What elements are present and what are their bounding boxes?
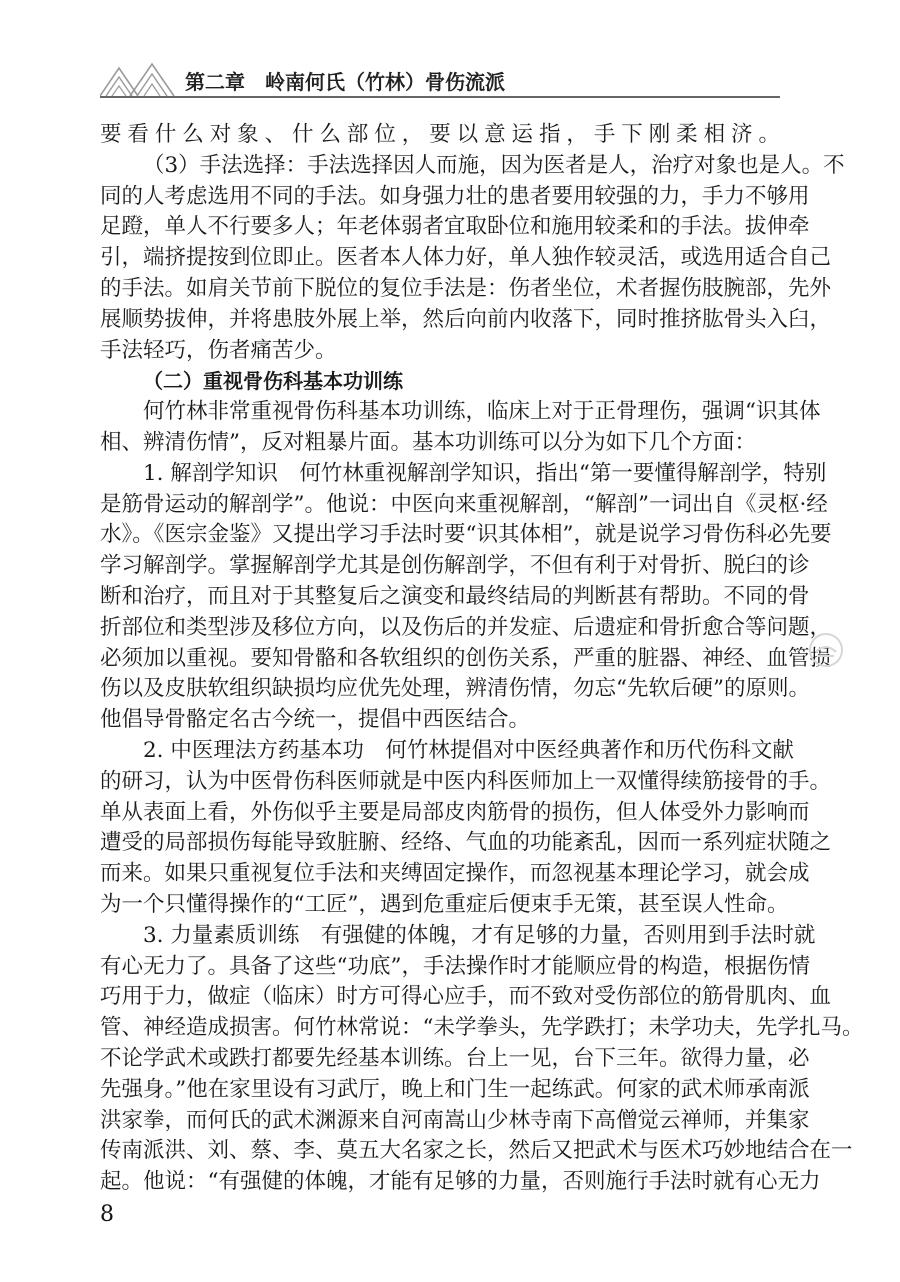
text-line: 伤以及皮肤软组织缺损均应优先处理，辨清伤情，勿忘“先软后硬”的原则。	[100, 676, 810, 702]
text-line: 他倡导骨骼定名古今统一，提倡中西医结合。	[100, 707, 531, 733]
text-line: （3）手法选择：手法选择因人而施，因为医者是人，治疗对象也是人。不	[143, 152, 845, 178]
text-line: 相、辨清伤情”，反对粗暴片面。基本功训练可以分为如下几个方面：	[100, 429, 756, 455]
text-line: 的手法。如肩关节前下脱位的复位手法是：伤者坐位，术者握伤肢腕部，先外	[100, 275, 832, 301]
text-line: 单从表面上看，外伤似乎主要是局部皮肉筋骨的损伤，但人体受外力影响而	[100, 799, 810, 825]
text-line: 要看什么对象、什么部位，要以意运指，手下刚柔相济。	[100, 122, 780, 147]
text-line: 管、神经造成损害。何竹林常说：“未学拳头，先学跌打；未学功夫，先学扎马。	[100, 1015, 864, 1041]
text-line: 的研习，认为中医骨伤科医师就是中医内科医师加上一双懂得续筋接骨的手。	[100, 768, 832, 794]
text-line: 断和治疗，而且对于其整复后之演变和最终结局的判断甚有帮助。不同的骨	[100, 583, 810, 609]
text-line: 而来。如果只重视复位手法和夹缚固定操作，而忽视基本理论学习，就会成	[100, 861, 810, 887]
text-line: 手法轻巧，伤者痛苦少。	[100, 337, 337, 363]
text-line: 水》。《医宗金鉴》又提出学习手法时要“识其体相”，就是说学习骨伤科必先要	[100, 522, 832, 548]
text-line: 展顺势拔伸，并将患肢外展上举，然后向前内收落下，同时推挤肱骨头入臼，	[100, 306, 832, 332]
watermark-seal-icon	[808, 632, 844, 668]
text-line: 传南派洪、刘、蔡、李、莫五大名家之长，然后又把武术与医术巧妙地结合在一	[100, 1138, 853, 1164]
body-text	[100, 120, 864, 1198]
text-line: 1. 解剖学知识 何竹林重视解剖学知识，指出“第一要懂得解剖学，特别	[143, 460, 827, 486]
text-line: 起。他说：“有强健的体魄，才能有足够的力量，否则施行手法时就有心无力	[100, 1169, 821, 1195]
chapter-title: 第二章 岭南何氏（竹林）骨伤流派	[185, 70, 505, 94]
text-line: 必须加以重视。要知骨骼和各软组织的创伤关系，严重的脏器、神经、血管损	[100, 645, 832, 671]
text-line: 2. 中医理法方药基本功 何竹林提倡对中医经典著作和历代伤科文献	[143, 737, 794, 763]
text-line: 是筋骨运动的解剖学”。他说：中医向来重视解剖，“解剖”一词出自《灵枢·经	[100, 491, 828, 517]
text-line: 何竹林非常重视骨伤科基本功训练，临床上对于正骨理伤，强调“识其体	[143, 399, 821, 425]
text-line: 不论学武术或跌打都要先经基本训练。台上一见，台下三年。欲得力量，必	[100, 1045, 810, 1071]
text-line: 洪家拳，而何氏的武术渊源来自河南嵩山少林寺南下高僧觉云禅师，并集家	[100, 1107, 810, 1133]
text-line: 足蹬，单人不行要多人；年老体弱者宜取卧位和施用较柔和的手法。拔伸牵	[100, 214, 810, 240]
text-line: 折部位和类型涉及移位方向，以及伤后的并发症、后遗症和骨折愈合等问题，	[100, 614, 832, 640]
text-line: 有心无力了。具备了这些“功底”，手法操作时才能顺应骨的构造，根据伤情	[100, 953, 810, 979]
text-line: 巧用于力，做症（临床）时方可得心应手，而不致对受伤部位的筋骨肌肉、血	[100, 984, 832, 1010]
text-line: 引，端挤提按到位即止。医者本人体力好，单人独作较灵活，或选用适合自己	[100, 245, 832, 271]
header-rule	[100, 96, 780, 98]
running-header	[100, 60, 780, 104]
mountain-logo-icon	[100, 60, 178, 96]
page-number: 8	[100, 1202, 114, 1227]
section-heading: （二）重视骨伤科基本功训练	[143, 369, 403, 394]
text-line: 为一个只懂得操作的“工匠”，遇到危重症后便束手无策，甚至误人性命。	[100, 891, 789, 917]
text-line: 遭受的局部损伤每能导致脏腑、经络、气血的功能紊乱，因而一系列症状随之	[100, 830, 832, 856]
text-line: 学习解剖学。掌握解剖学尤其是创伤解剖学，不但有利于对骨折、脱臼的诊	[100, 553, 810, 579]
text-line: 同的人考虑选用不同的手法。如身强力壮的患者要用较强的力，手力不够用	[100, 183, 810, 209]
text-line: 3. 力量素质训练 有强健的体魄，才有足够的力量，否则用到手法时就	[143, 922, 816, 948]
text-line: 先强身。”他在家里设有习武厅，晚上和门生一起练武。何家的武术师承南派	[100, 1076, 810, 1102]
